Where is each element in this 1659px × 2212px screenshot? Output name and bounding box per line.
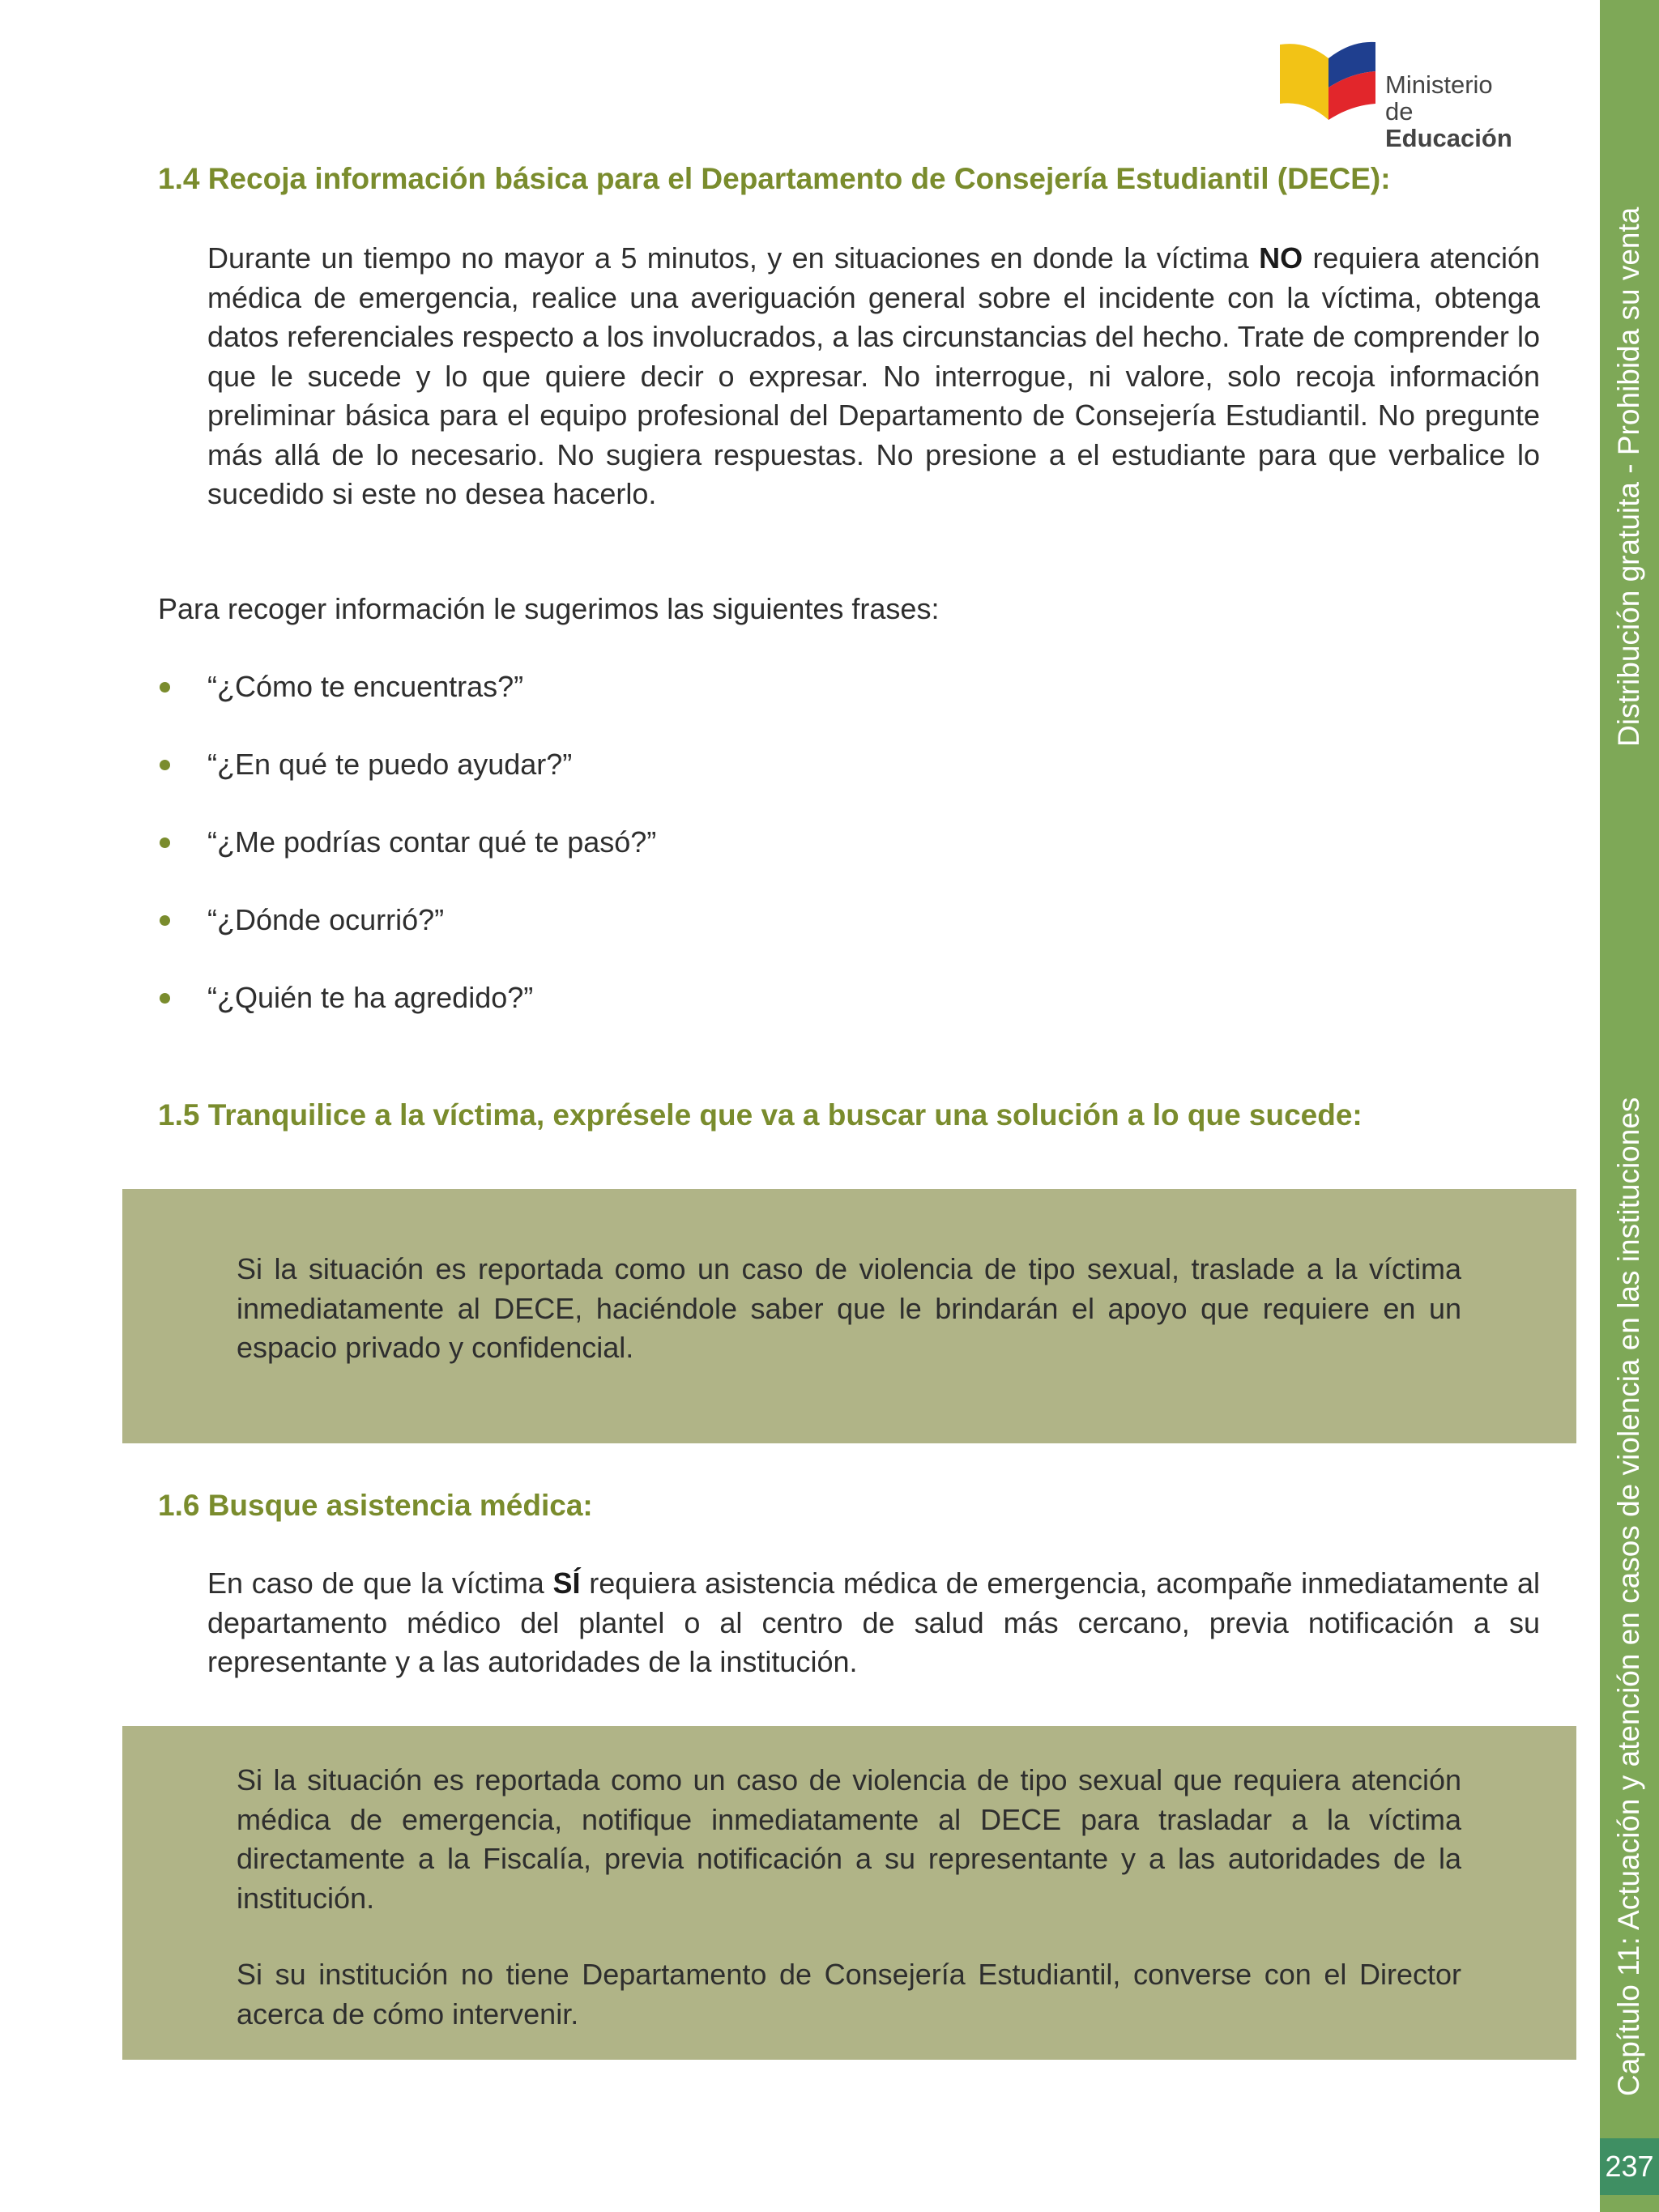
logo-line-2-bold: Educación: [1385, 124, 1512, 152]
para-text-end: requiera asistencia médica de emergencia, acompañe inmediatamente al departamento médico del plantel o al centro de salud más cercano, previa notificación a su representante y a las autoridades de la institución.: [207, 1566, 1540, 1678]
list-item: [158, 897, 656, 975]
list-item-text: “¿Cómo te encuentras?”: [207, 670, 524, 703]
section-1-6-paragraph: [207, 1564, 1540, 1682]
phrases-intro: Para recoger información le sugerimos las siguientes frases:: [158, 592, 940, 625]
list-item-text: “¿En qué te puedo ayudar?”: [207, 748, 573, 781]
side-label-chapter: Capítulo 11: Actuación y atención en casos de violencia en las instituciones: [1612, 1097, 1645, 2096]
para-text-end: requiera atención médica de emergencia, realice una averiguación general sobre el incidente con la víctima, obtenga datos referenciales respecto a los involucrados, a las circunstancias del hecho. Trate de comprender lo que le sucede y lo que quiere decir o expresar. No interrogue, ni valore, solo recoja información preliminar básica para el equipo profesional del Departamento de Consejería Estudiantil. No pregunte más allá de lo necesario. No sugiera respuestas. No presione a el estudiante para que verbalice lo sucedido si este no desea hacerlo.: [207, 241, 1540, 510]
phrases-list: [158, 664, 656, 1053]
side-label-distribution: Distribución gratuita - Prohibida su venta: [1612, 207, 1645, 747]
logo-line-2: [1385, 98, 1546, 151]
bullet-icon: [160, 682, 170, 693]
section-heading-1-6: 1.6 Busque asistencia médica:: [158, 1489, 593, 1522]
note-box-text-1: Si la situación es reportada como un caso de violencia de tipo sexual que requiera atención médica de emergencia, notifique inmediatamente al DECE para trasladar a la víctima directamente a la Fiscalía, previa notificación a su representante y a las autoridades de la institución.: [237, 1763, 1461, 1915]
list-item: [158, 742, 656, 820]
bullet-icon: [160, 837, 170, 848]
book-flag-icon: [1278, 40, 1384, 121]
para-text-start: En caso de que la víctima: [207, 1566, 553, 1600]
logo-wordmark: [1385, 71, 1546, 151]
bullet-icon: [160, 993, 170, 1004]
list-item: [158, 975, 656, 1053]
page-number: 237: [1600, 2138, 1659, 2195]
ministry-logo: [1278, 40, 1546, 152]
section-heading-1-5: 1.5 Tranquilice a la víctima, exprésele que va a buscar una solución a lo que sucede:: [158, 1098, 1363, 1132]
logo-line-1: Ministerio: [1385, 70, 1493, 99]
note-box-text-2: Si su institución no tiene Departamento de Consejería Estudiantil, converse con el Director acerca de cómo intervenir.: [237, 1958, 1461, 2031]
section-1-4-paragraph: [207, 239, 1540, 514]
list-item-text: “¿Quién te ha agredido?”: [207, 981, 534, 1014]
note-box-text: Si la situación es reportada como un caso de violencia de tipo sexual, traslade a la víctima inmediatamente al DECE, haciéndole saber que le brindarán el apoyo que requiere en un espacio privado y confidencial.: [237, 1252, 1461, 1364]
section-heading-1-4: 1.4 Recoja información básica para el Departamento de Consejería Estudiantil (DECE):: [158, 162, 1391, 195]
para-emphasis-no: NO: [1259, 241, 1303, 275]
list-item-text: “¿Me podrías contar qué te pasó?”: [207, 825, 657, 859]
list-item-text: “¿Dónde ocurrió?”: [207, 903, 445, 936]
list-item: [158, 664, 656, 742]
list-item: [158, 820, 656, 897]
note-box-medical-emergency: [122, 1726, 1576, 2060]
bullet-icon: [160, 915, 170, 926]
bullet-icon: [160, 760, 170, 770]
note-box-sexual-violence: [122, 1189, 1576, 1443]
para-text-start: Durante un tiempo no mayor a 5 minutos, y en situaciones en donde la víctima: [207, 241, 1260, 275]
para-emphasis-si: SÍ: [552, 1566, 581, 1600]
logo-line-2-prefix: de: [1385, 97, 1414, 126]
